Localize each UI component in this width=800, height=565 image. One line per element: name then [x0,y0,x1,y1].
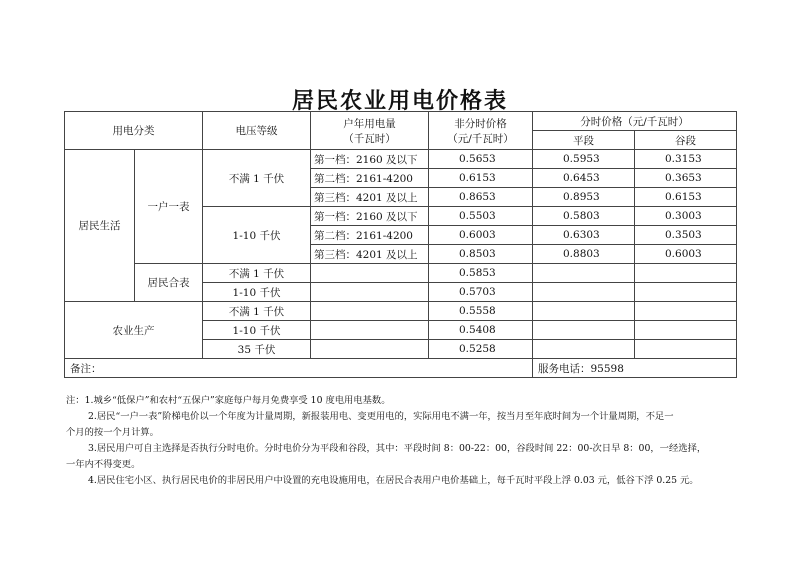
header-row [65,112,737,131]
category-residential: 居民生活 [65,150,135,302]
note-1: 注：1.城乡“低保户”和农村“五保户”家庭每户每月免费享受 10 度电用电基数。 [66,395,391,406]
voltage-1-10kv: 1-10 千伏 [203,283,311,302]
valley-price: 0.3653 [635,169,737,188]
empty-cell [311,302,429,321]
empty-cell [533,321,635,340]
valley-price: 0.3503 [635,226,737,245]
nontou-price: 0.6153 [429,169,533,188]
table-row [65,302,737,321]
category-agriculture: 农业生产 [65,302,203,359]
nontou-price: 0.8653 [429,188,533,207]
tier-3: 第三档：4201 及以上 [311,188,429,207]
empty-cell [533,264,635,283]
voltage-35kv: 35 千伏 [203,340,311,359]
flat-price: 0.6303 [533,226,635,245]
flat-price: 0.8803 [533,245,635,264]
nontou-price: 0.5853 [429,264,533,283]
subcategory-combined: 居民合表 [135,264,203,302]
empty-cell [533,340,635,359]
header-voltage: 电压等级 [203,112,311,150]
empty-cell [533,302,635,321]
flat-price: 0.5803 [533,207,635,226]
header-flat: 平段 [533,131,635,150]
header-nontou-line2: （元/千瓦时） [447,132,514,145]
nontou-price: 0.8503 [429,245,533,264]
empty-cell [635,321,737,340]
voltage-under-1kv: 不满 1 千伏 [203,302,311,321]
valley-price: 0.6153 [635,188,737,207]
empty-cell [533,283,635,302]
note-4: 4.居民住宅小区、执行居民电价的非居民用户中设置的充电设施用电，在居民合表用户电价基础上，每千瓦时平段上浮 0.03 元，低谷下浮 0.25 元。 [88,475,699,486]
table-row [65,264,737,283]
empty-cell [311,340,429,359]
empty-cell [635,264,737,283]
valley-price: 0.6003 [635,245,737,264]
empty-cell [635,340,737,359]
empty-cell [311,264,429,283]
header-usage-line1: 户年用电量 [343,117,396,130]
nontou-price: 0.6003 [429,226,533,245]
tier-2: 第二档：2161-4200 [311,226,429,245]
flat-price: 0.5953 [533,150,635,169]
note-3-cont: 一年内不得变更。 [66,459,141,470]
service-phone: 服务电话：95598 [533,359,737,378]
valley-price: 0.3153 [635,150,737,169]
voltage-1-10kv: 1-10 千伏 [203,321,311,340]
empty-cell [311,321,429,340]
note-2-cont: 个月的按一个月计算。 [66,427,159,438]
header-tou-price: 分时价格（元/千瓦时） [533,112,737,131]
page-title: 居民农业用电价格表 [291,89,508,114]
tier-3: 第三档：4201 及以上 [311,245,429,264]
flat-price: 0.6453 [533,169,635,188]
flat-price: 0.8953 [533,188,635,207]
tier-1: 第一档：2160 及以下 [311,207,429,226]
empty-cell [635,283,737,302]
remark-label: 备注： [65,359,533,378]
empty-cell [311,283,429,302]
subcategory-one-meter: 一户一表 [135,150,203,264]
nontou-price: 0.5408 [429,321,533,340]
nontou-price: 0.5258 [429,340,533,359]
header-nontou-price [429,112,533,150]
header-nontou-line1: 非分时价格 [454,117,507,130]
header-usage-line2: （千瓦时） [343,132,396,145]
nontou-price: 0.5653 [429,150,533,169]
header-category: 用电分类 [65,112,203,150]
note-2: 2.居民“一户一表”阶梯电价以一个年度为计量周期，新报装用电、变更用电的，实际用电不满一年，按当月至年底时间为一个计量周期，不足一 [88,411,674,422]
nontou-price: 0.5558 [429,302,533,321]
voltage-under-1kv: 不满 1 千伏 [203,264,311,283]
header-usage [311,112,429,150]
footnotes [66,393,736,489]
valley-price: 0.3003 [635,207,737,226]
voltage-1-10kv: 1-10 千伏 [203,207,311,264]
header-valley: 谷段 [635,131,737,150]
empty-cell [635,302,737,321]
nontou-price: 0.5503 [429,207,533,226]
remark-row [65,359,737,378]
voltage-under-1kv: 不满 1 千伏 [203,150,311,207]
nontou-price: 0.5703 [429,283,533,302]
price-table [64,111,737,378]
note-3: 3.居民用户可自主选择是否执行分时电价。分时电价分为平段和谷段，其中：平段时间 8：00-22：00，谷段时间 22：00-次日早 8：00，一经选择， [88,443,707,454]
tier-1: 第一档：2160 及以下 [311,150,429,169]
table-row [65,150,737,169]
tier-2: 第二档：2161-4200 [311,169,429,188]
